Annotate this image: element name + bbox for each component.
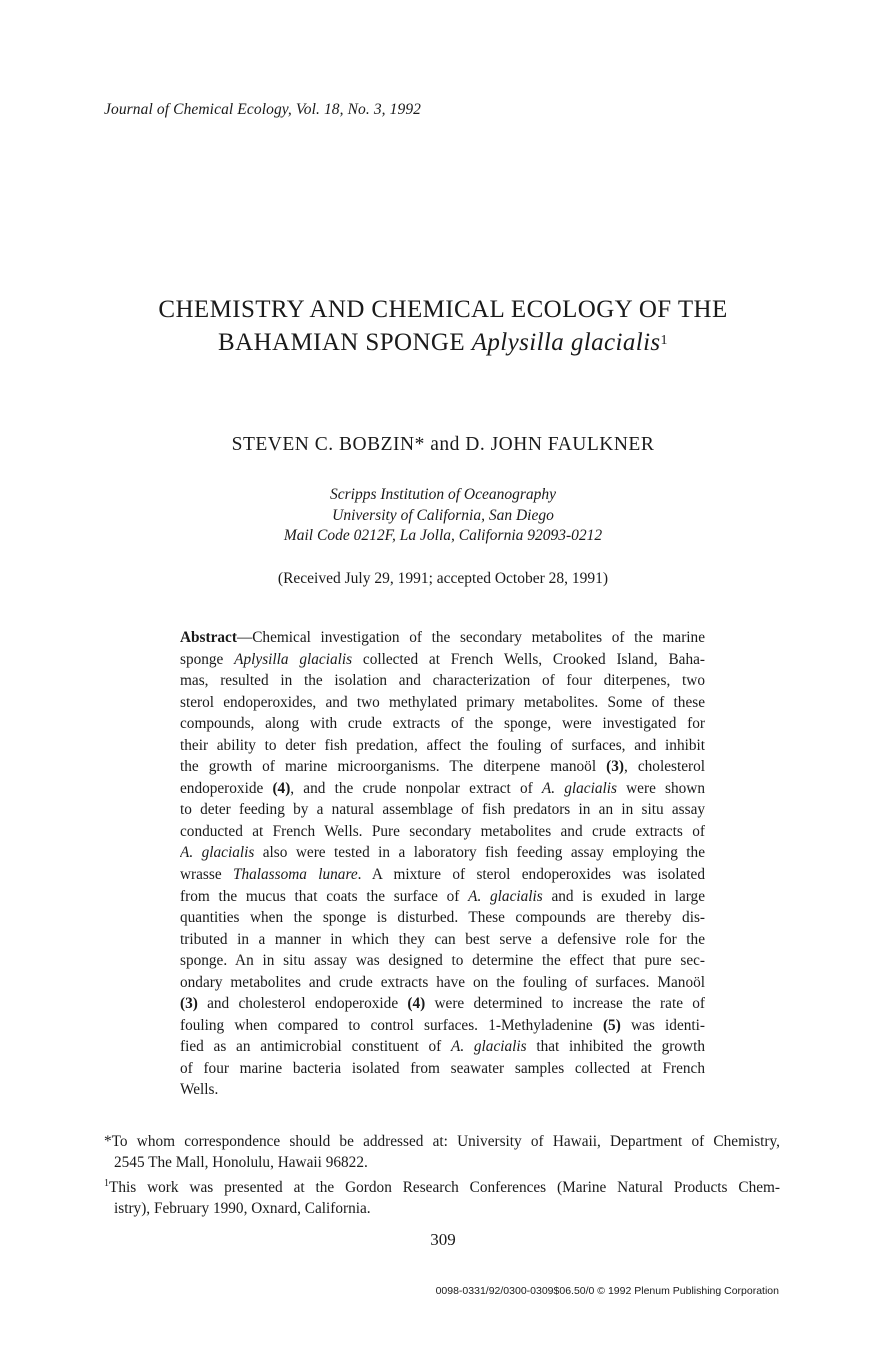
affiliation-line-1: Scripps Institution of Oceanography: [329, 486, 557, 503]
page-number: 309: [430, 1230, 456, 1249]
affiliation: [0, 485, 886, 547]
abstract-line: Abstract—Chemical investigation of the secondary metabolites of the marine: [180, 629, 705, 646]
title-species: Aplysilla glacialis: [471, 329, 661, 356]
italic-term: Thalassoma lunare: [232, 866, 358, 884]
abstract-line: the growth of marine microorganisms. The diterpene manoöl (3), cholesterol: [180, 758, 705, 776]
abstract-line: endoperoxide (4), and the crude nonpolar extract of A. glacialis were shown: [180, 779, 705, 797]
copyright-line: 0098-0331/92/0300-0309$06.50/0 © 1992 Plenum Publishing Corporation: [435, 1285, 779, 1297]
compound-number: (4): [407, 995, 426, 1013]
abstract-line: quantities when the sponge is disturbed. These compounds are thereby dis-: [180, 909, 705, 927]
title-line-2-prefix: BAHAMIAN SPONGE: [218, 329, 472, 356]
abstract-line: sponge. An in situ assay was designed to determine the effect that pure sec-: [180, 952, 705, 970]
affiliation-line-3: Mail Code 0212F, La Jolla, California 92093-0212: [283, 527, 603, 544]
abstract-line: their ability to deter fish predation, affect the fouling of surfaces, and inhibit: [180, 736, 705, 754]
italic-term: in situ: [262, 952, 306, 970]
abstract-label: Abstract: [180, 629, 237, 646]
abstract-line: compounds, along with crude extracts of the sponge, were investigated for: [180, 715, 705, 733]
abstract-line: tributed in a manner in which they can best serve a defensive role for the: [180, 930, 705, 948]
abstract-line: A. glacialis also were tested in a laboratory fish feeding assay employing the: [180, 844, 705, 862]
compound-number: (3): [180, 995, 198, 1013]
footnote-presentation-line-1: [104, 1173, 780, 1198]
italic-term: A. glacialis: [541, 779, 617, 797]
italic-term: A. glacialis: [180, 844, 255, 862]
title-line-1: CHEMISTRY AND CHEMICAL ECOLOGY OF THE: [158, 296, 728, 323]
abstract-line: fouling when compared to control surfaces. 1-Methyladenine (5) was identi-: [180, 1016, 705, 1034]
abstract-line: from the mucus that coats the surface of A. glacialis and is exuded in large: [180, 887, 705, 905]
abstract-line: to deter feeding by a natural assemblage of fish predators in an in situ assay: [180, 801, 705, 819]
footnote-presentation-line-2: istry), February 1990, Oxnard, California.: [114, 1200, 371, 1218]
footnote-correspondence-line-2: 2545 The Mall, Honolulu, Hawaii 96822.: [114, 1154, 368, 1171]
abstract-line: sponge Aplysilla glacialis collected at French Wells, Crooked Island, Baha-: [180, 650, 705, 668]
compound-number: (5): [602, 1016, 621, 1034]
journal-citation: Journal of Chemical Ecology, Vol. 18, No. 3, 1992: [104, 101, 422, 118]
italic-term: A. glacialis: [468, 887, 543, 905]
title-line-2: [0, 326, 886, 359]
compound-number: (3): [606, 758, 624, 776]
footnotes: [104, 1131, 780, 1219]
received-dates: (Received July 29, 1991; accepted October 28, 1991): [277, 570, 609, 587]
footnote-presentation-text: This work was presented at the Gordon Research Conferences (Marine Natural Products Chem-: [109, 1179, 780, 1197]
footnote-mark: 1: [104, 1178, 109, 1189]
italic-term: Aplysilla glacialis: [234, 650, 353, 668]
abstract-line: ondary metabolites and crude extracts have on the fouling of surfaces. Manoöl: [180, 973, 705, 991]
abstract-line: mas, resulted in the isolation and characterization of four diterpenes, two: [180, 672, 705, 690]
italic-term: A. glacialis: [450, 1038, 527, 1056]
abstract-line: wrasse Thalassoma lunare. A mixture of sterol endoperoxides was isolated: [180, 866, 705, 884]
affiliation-line-2: University of California, San Diego: [332, 506, 554, 524]
abstract-line: fied as an antimicrobial constituent of A. glacialis that inhibited the growth: [180, 1038, 705, 1056]
abstract: [180, 627, 705, 1101]
abstract-line: conducted at French Wells. Pure secondary metabolites and crude extracts of: [180, 822, 705, 840]
footnote-correspondence-line-1: *To whom correspondence should be addressed at: University of Hawaii, Department of Chemistry,: [104, 1133, 780, 1150]
abstract-line: (3) and cholesterol endoperoxide (4) were determined to increase the rate of: [180, 995, 705, 1013]
italic-term: in situ: [621, 801, 664, 819]
authors: STEVEN C. BOBZIN* and D. JOHN FAULKNER: [231, 434, 655, 455]
abstract-line: sterol endoperoxides, and two methylated primary metabolites. Some of these: [180, 693, 705, 711]
compound-number: (4): [272, 779, 291, 797]
title-footnote-mark: 1: [660, 333, 668, 348]
paper-title: [0, 293, 886, 359]
abstract-line: of four marine bacteria isolated from seawater samples collected at French: [180, 1059, 705, 1077]
abstract-line: Wells.: [180, 1081, 219, 1099]
